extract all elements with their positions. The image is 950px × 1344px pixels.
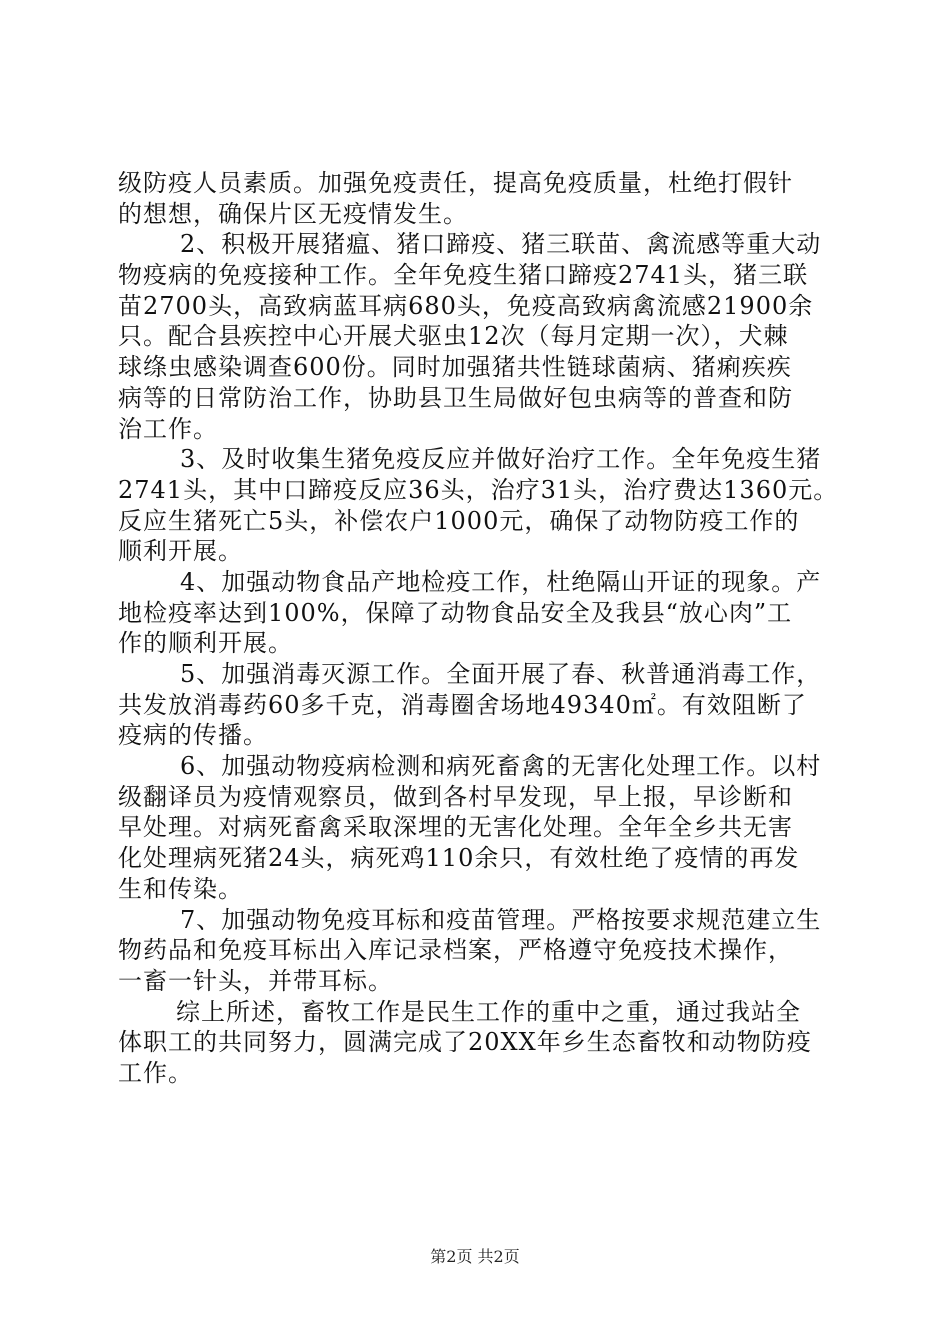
paragraph-line: 治工作。 <box>118 414 218 443</box>
paragraph-line: 的想想，确保片区无疫情发生。 <box>118 199 468 228</box>
paragraph-line: 级防疫人员素质。加强免疫责任，提高免疫质量，杜绝打假针 <box>118 169 793 197</box>
paragraph-first-line: 4、加强动物食品产地检疫工作，杜绝隔山开证的现象。产 <box>180 567 822 596</box>
paragraph-first-line: 7、加强动物免疫耳标和疫苗管理。严格按要求规范建立生 <box>180 905 822 934</box>
paragraph-first-line: 综上所述，畜牧工作是民生工作的重中之重，通过我站全 <box>176 997 801 1026</box>
paragraph-line: 反应生猪死亡5头，补偿农户1000元，确保了动物防疫工作的 <box>118 506 800 535</box>
paragraph-line: 只。配合县疾控中心开展犬驱虫12次（每月定期一次），犬棘 <box>118 322 789 351</box>
paragraph-line: 作的顺利开展。 <box>118 629 293 658</box>
paragraph-line: 级翻译员为疫情观察员，做到各村早发现，早上报，早诊断和 <box>118 782 793 811</box>
paragraph-line: 苗2700头，高致病蓝耳病680头，免疫高致病禽流感21900余 <box>118 291 814 320</box>
paragraph-first-line: 3、及时收集生猪免疫反应并做好治疗工作。全年免疫生猪 <box>180 445 822 474</box>
paragraph-line: 工作。 <box>118 1058 193 1087</box>
paragraph-line: 疫病的传播。 <box>118 721 268 750</box>
document-body <box>118 168 838 1089</box>
paragraph-first-line: 6、加强动物疫病检测和病死畜禽的无害化处理工作。以村 <box>180 752 822 781</box>
paragraph-first-line: 2、积极开展猪瘟、猪口蹄疫、猪三联苗、禽流感等重大动 <box>180 230 822 259</box>
paragraph-line: 生和传染。 <box>118 874 243 903</box>
paragraph-line: 共发放消毒药60多千克，消毒圈舍场地49340㎡。有效阻断了 <box>118 690 807 719</box>
paragraph-line: 物药品和免疫耳标出入库记录档案，严格遵守免疫技术操作， <box>118 936 793 965</box>
paragraph-line: 体职工的共同努力，圆满完成了20XX年乡生态畜牧和动物防疫 <box>118 1028 812 1057</box>
paragraph-first-line: 5、加强消毒灭源工作。全面开展了春、秋普通消毒工作， <box>180 660 822 688</box>
paragraph-line: 2741头，其中口蹄疫反应36头，治疗31头，治疗费达1360元。 <box>118 475 839 504</box>
paragraph-line: 球绦虫感染调查600份。同时加强猪共性链球菌病、猪痢疾疾 <box>118 353 792 382</box>
paragraph-line: 顺利开展。 <box>118 537 243 566</box>
paragraph-line: 早处理。对病死畜禽采取深埋的无害化处理。全年全乡共无害 <box>118 813 793 842</box>
page-number-label: 第2页 共2页 <box>430 1247 520 1266</box>
paragraph-line: 化处理病死猪24头，病死鸡110余只，有效杜绝了疫情的再发 <box>118 844 800 873</box>
paragraph-line: 一畜一针头，并带耳标。 <box>118 966 393 995</box>
paragraph-line: 物疫病的免疫接种工作。全年免疫生猪口蹄疫2741头，猪三联 <box>118 261 809 290</box>
page-footer <box>0 1244 950 1267</box>
paragraph-line: 病等的日常防治工作，协助县卫生局做好包虫病等的普查和防 <box>118 383 793 412</box>
paragraph-line: 地检疫率达到100%，保障了动物食品安全及我县“放心肉”工 <box>118 598 793 627</box>
